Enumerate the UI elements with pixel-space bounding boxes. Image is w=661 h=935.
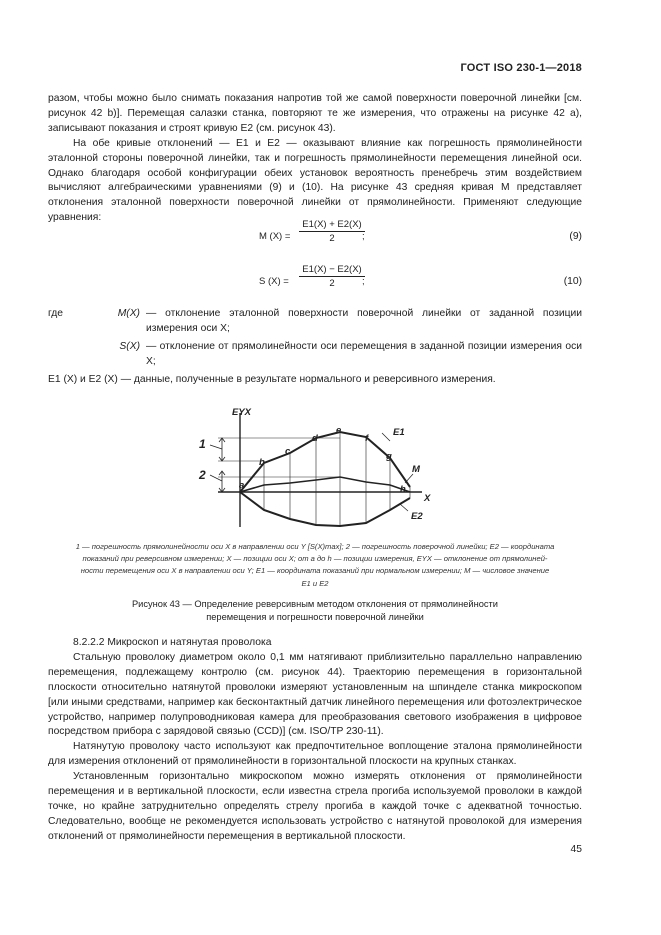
definition-s-desc: — отклонение от прямолинейности оси перемещения в заданной позиции измерения оси X; — [146, 340, 582, 367]
curve-m-label: M — [412, 464, 420, 475]
point-b: b — [259, 457, 265, 468]
equation-10-fraction — [299, 264, 365, 289]
definition-m — [48, 307, 582, 337]
equation-10 — [48, 264, 582, 300]
definition-s — [48, 340, 582, 370]
legend-line-1: 1 — погрешность прямолинейности оси X в направлении оси Y [S(X)max]; 2 — погрешность поверочной линейки; E2 — координата — [75, 542, 555, 551]
caption-line-2: перемещения и погрешности поверочной линейки — [206, 611, 424, 622]
section-8-2-2-2 — [48, 636, 582, 845]
equation-10-denominator: 2 — [329, 278, 335, 289]
equation-9-fraction — [299, 219, 365, 244]
paragraph-block-top — [48, 92, 582, 226]
equation-9-numerator: E1(X) + E2(X) — [299, 219, 365, 232]
definitions-list — [48, 307, 582, 388]
curve-e2 — [240, 492, 410, 526]
page-number: 45 — [570, 844, 582, 855]
point-a: a — [239, 480, 245, 491]
equation-9-denominator: 2 — [329, 233, 335, 244]
legend-line-3: ности перемещения оси X в направлении оси Y; E1 — координата показаний при нормальном измерении; M — числовое значение — [80, 566, 550, 576]
point-f: f — [365, 433, 369, 444]
paragraph-1: разом, чтобы можно было снимать показания напротив той же самой поверхности поверочной линейки [см. рисунок 42 b)]. Перемещая салазки станка, повторяют те же измерения, что отражены на рисунке 42 а), записывают показания и строят кривую E2 (см. рисунок 43). — [48, 93, 582, 134]
figure-43-diagram — [0, 395, 661, 545]
point-g: g — [386, 451, 392, 462]
equation-10-numerator: E1(X) − E2(X) — [299, 264, 365, 277]
equation-9-lhs: M (X) = — [259, 231, 291, 242]
point-e: e — [336, 425, 342, 436]
equation-10-semicolon: ; — [362, 276, 365, 287]
curve-e1-label: E1 — [393, 427, 405, 438]
definition-e1-e2: E1 (X) и E2 (X) — данные, полученные в результате нормального и реверсивного измерения. — [48, 373, 496, 385]
where-label: где — [48, 308, 64, 319]
caption-line-1: Рисунок 43 — Определение реверсивным методом отклонения от прямолинейности — [131, 599, 498, 609]
label-2: 2 — [199, 468, 206, 482]
equation-9-semicolon: ; — [362, 231, 365, 242]
legend-line-4: E1 и E2 — [301, 578, 329, 588]
curve-e1 — [240, 432, 410, 492]
figure-legend — [48, 541, 582, 590]
figure-caption — [48, 598, 582, 624]
legend-line-2: показаний при реверсивном измерении; X — позиции оси X; от a до h — позиции измерения, EYX — отклонение от прямолиней- — [82, 554, 548, 564]
paragraph-2: На обе кривые отклонений — E1 и E2 — оказывают влияние как погрешность прямолинейности эталонной стороны поверочной линейки, так и погрешность прямолинейности перемещения линейной оси. Однако благодаря особой конфигурации обеих установок вероятность пренебречь этим воздействием вычисляют алгебраическими уравнениями (9) и (10). На рисунке 43 средняя кривая M представляет отклонения эталонной поверхности поверочной линейки от прямолинейности. Применяют следующие уравнения: — [48, 137, 582, 224]
document-header: ГОСТ ISO 230-1—2018 — [460, 62, 582, 74]
section-paragraph-2: Натянутую проволоку часто используют как предпочтительное воплощение эталона прямолинейности для измерения отклонений от прямолинейности в горизонтальной плоскости на крупных станках. — [48, 741, 582, 768]
axis-y-label: EYX — [232, 407, 252, 418]
point-h: h — [400, 484, 406, 495]
equation-9-number: (9) — [569, 231, 582, 242]
equation-9 — [48, 219, 582, 255]
label-1: 1 — [199, 437, 206, 451]
curve-m — [240, 477, 410, 492]
section-paragraph-3: Установленным горизонтально микроскопом можно измерять отклонения от прямолинейности перемещения и в вертикальной плоскости, если известна стрела прогиба используемой проволоки в каждой точке, но крайне затруднительно определять стрелу прогиба в каждой точке с адекватной точностью. Следовательно, вообще не рекомендуется использовать устройство с натянутой проволокой для измерения отклонений от прямолинейности перемещения в вертикальной плоскости. — [48, 771, 582, 842]
curve-e2-label: E2 — [411, 511, 423, 522]
definition-m-desc: — отклонение эталонной поверхности поверочной линейки от заданной позиции измерения оси X; — [146, 308, 582, 334]
definition-s-term: S(X) — [119, 340, 140, 352]
equation-10-lhs: S (X) = — [259, 276, 289, 287]
point-d: d — [312, 433, 318, 444]
point-c: c — [285, 446, 291, 457]
section-paragraph-1: Стальную проволоку диаметром около 0,1 мм натягивают приблизительно параллельно направлению перемещения, подлежащему контролю (см. рисунок 44). Траекторию перемещения в горизонтальной плоскости относительно натянутой проволоки измеряют установленным на шпинделе станка микроскопом [или иными средствами, например как бесконтактный датчик линейного перемещения или фотоэлектрическое устройство, например полупроводниковая камера для преобразования светового изображения в цифровое посредством прибора с зарядовой связью (CCD)] (см. ISO/TP 230-11). — [48, 651, 582, 738]
definition-m-term: M(X) — [117, 308, 140, 319]
equation-10-number: (10) — [563, 276, 582, 287]
axis-x-label: X — [424, 493, 431, 504]
section-heading: 8.2.2.2 Микроскоп и натянутая проволока — [73, 637, 272, 648]
